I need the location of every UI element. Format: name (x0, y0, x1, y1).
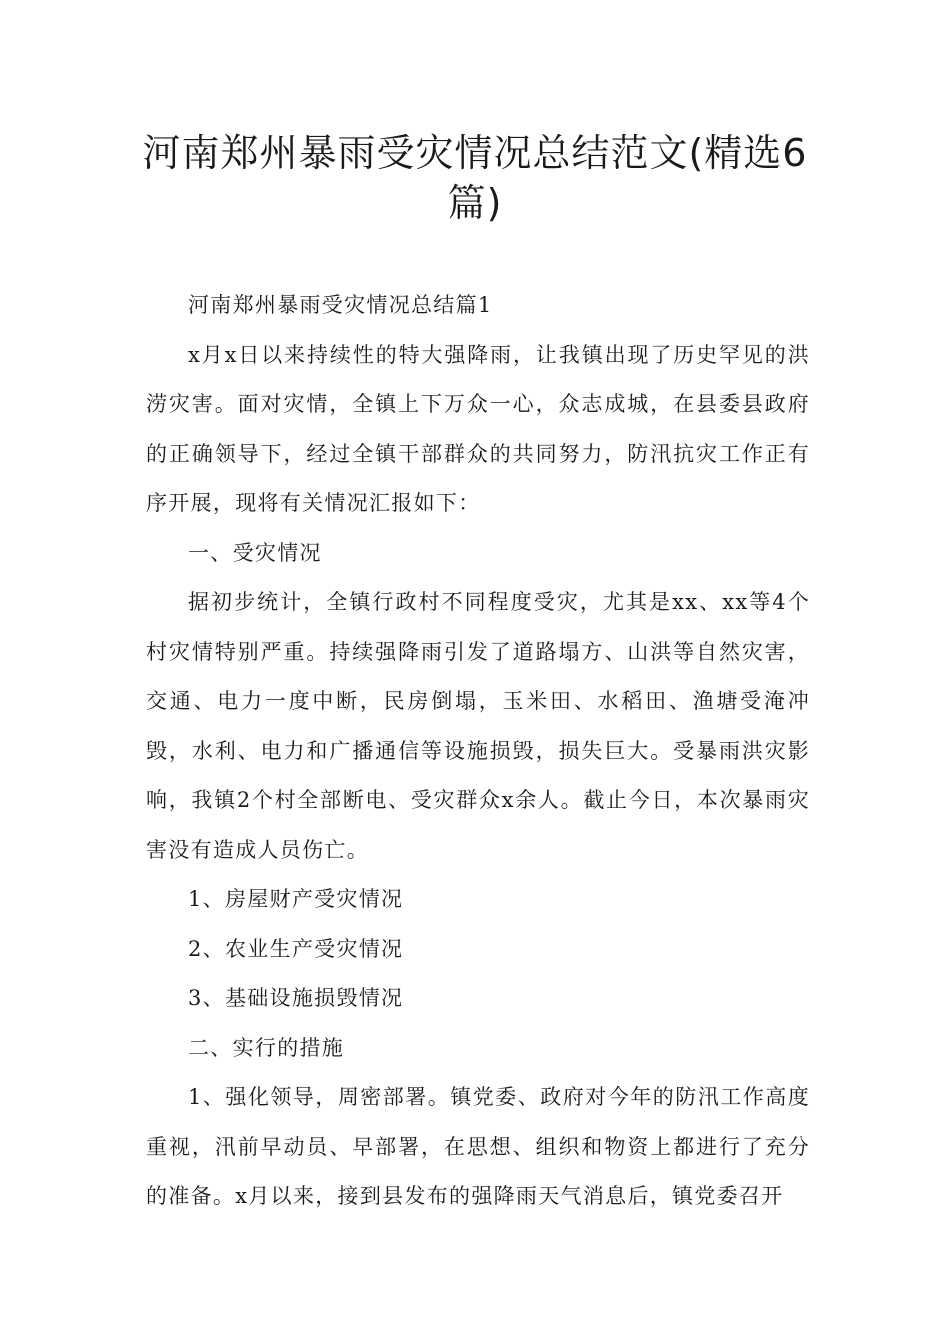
section-heading: 二、实行的措施 (188, 1035, 345, 1060)
paragraph: 据初步统计，全镇行政村不同程度受灾，尤其是xx、xx等4个村灾情特别严重。持续强降雨引发了道路塌方、山洪等自然灾害，交通、电力一度中断，民房倒塌，玉米田、水稻田、渔塘受淹冲毁，水利、电力和广播通信等设施损毁，损失巨大。受暴雨洪灾影响，我镇2个村全部断电、受灾群众x余人。截止今日，本次暴雨灾害没有造成人员伤亡。 (146, 590, 810, 862)
section-heading: 一、受灾情况 (188, 540, 322, 565)
list-item: 1、房屋财产受灾情况 (188, 887, 404, 911)
document-body (146, 281, 810, 1222)
paragraph: x月x日以来持续性的特大强降雨，让我镇出现了历史罕见的洪涝灾害。面对灾情，全镇上下万众一心，众志成城，在县委县政府的正确领导下，经过全镇干部群众的共同努力，防汛抗灾工作正有序开展，现将有关情况汇报如下： (146, 342, 810, 515)
section-heading: 河南郑州暴雨受灾情况总结篇1 (188, 293, 493, 317)
document-title: 河南郑州暴雨受灾情况总结范文(精选6篇) (142, 131, 808, 225)
list-item: 3、基础设施损毁情况 (188, 986, 404, 1010)
list-item: 2、农业生产受灾情况 (188, 936, 404, 961)
paragraph: 1、强化领导，周密部署。镇党委、政府对今年的防汛工作高度重视，汛前早动员、早部署，在思想、组织和物资上都进行了充分的准备。x月以来，接到县发布的强降雨天气消息后，镇党委召开 (146, 1085, 810, 1208)
